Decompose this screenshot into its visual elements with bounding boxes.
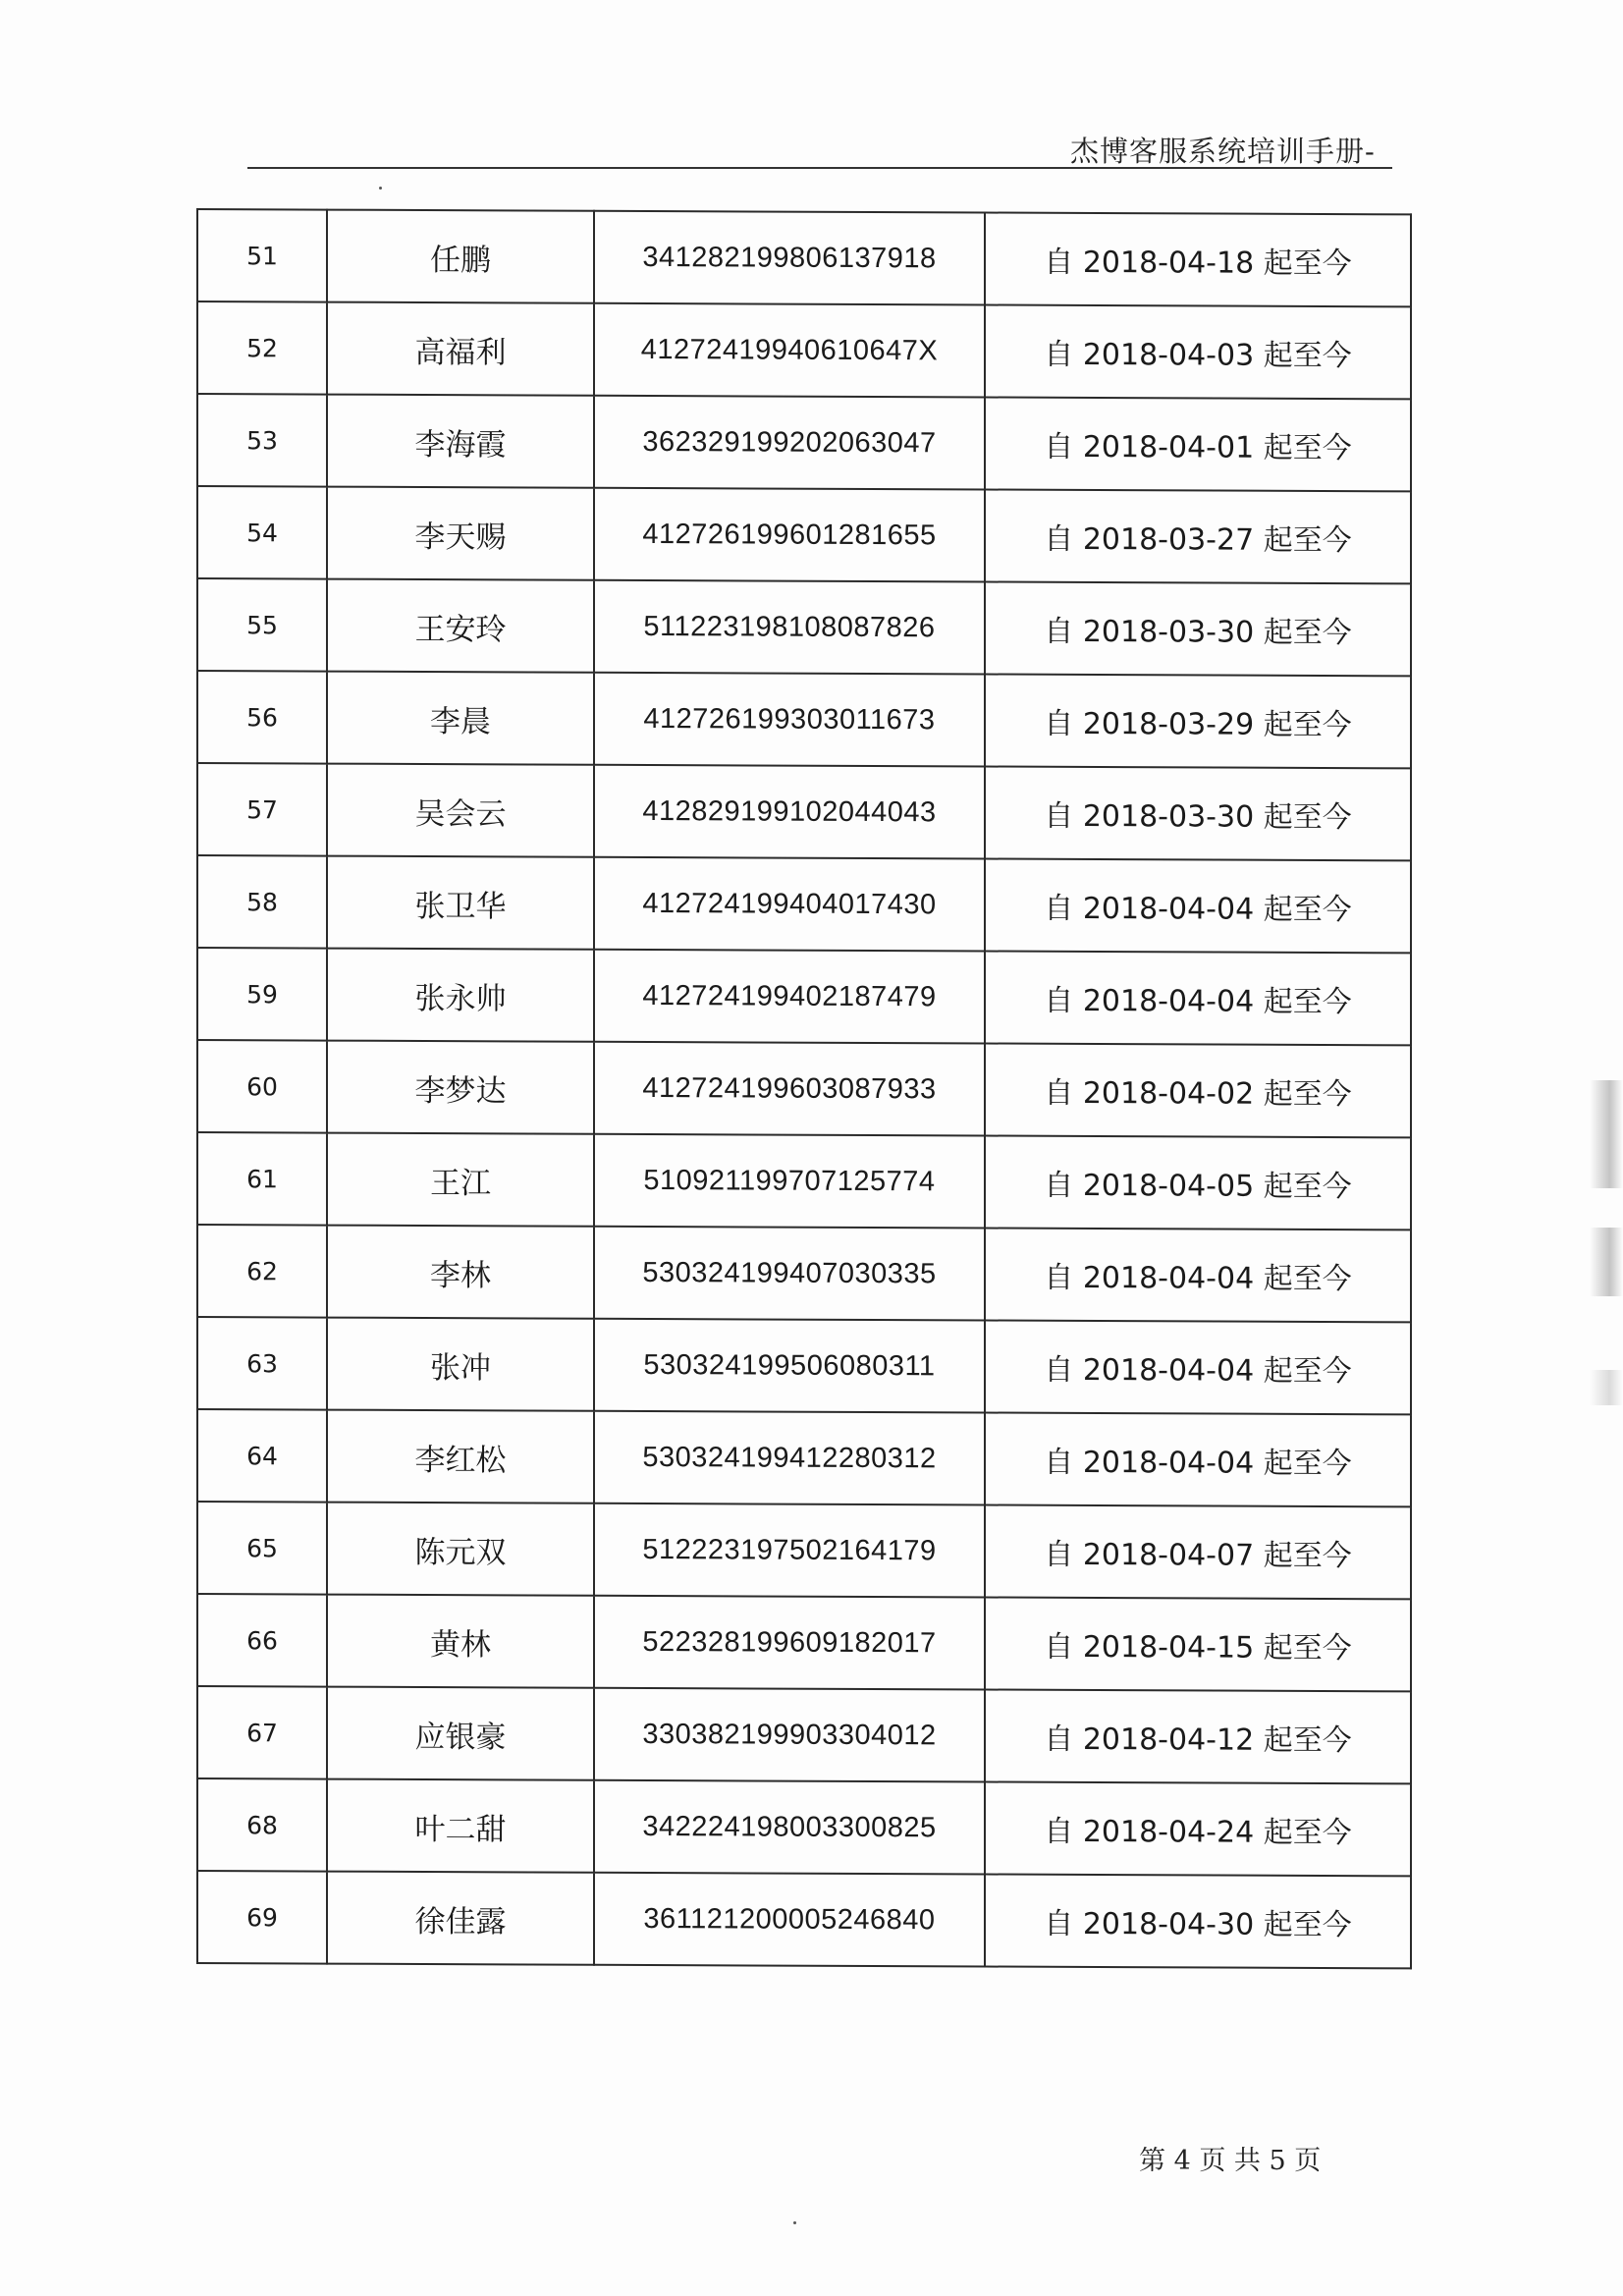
- employment-period-cell: 自 2018-04-18 起至今: [985, 213, 1411, 307]
- employment-period-cell: 自 2018-04-03 起至今: [985, 305, 1411, 400]
- name-cell: 张卫华: [327, 856, 594, 950]
- name-cell: 李天赐: [327, 487, 594, 580]
- employment-period-cell: 自 2018-04-04 起至今: [985, 1229, 1411, 1323]
- employment-period-cell: 自 2018-04-01 起至今: [985, 398, 1411, 492]
- scan-speck: [793, 2221, 796, 2224]
- scan-artifact: [1590, 1370, 1623, 1405]
- name-cell: 应银豪: [327, 1687, 594, 1780]
- row-number-cell: 59: [197, 948, 327, 1041]
- table-row: [197, 1871, 1411, 1968]
- id-number-cell: 511223198108087826: [594, 580, 985, 675]
- id-number-cell: 341282199806137918: [594, 211, 985, 305]
- name-cell: 李海霞: [327, 395, 594, 488]
- row-number-cell: 65: [197, 1502, 327, 1595]
- table-row: [197, 855, 1411, 953]
- employment-period-cell: 自 2018-04-04 起至今: [985, 1321, 1411, 1415]
- table-row: [197, 1686, 1411, 1783]
- name-cell: 任鹏: [327, 210, 594, 303]
- table-row: [197, 1040, 1411, 1137]
- row-number-cell: 55: [197, 578, 327, 672]
- id-number-cell: 412726199303011673: [594, 673, 985, 767]
- name-cell: 张永帅: [327, 949, 594, 1042]
- row-number-cell: 61: [197, 1132, 327, 1226]
- employment-period-cell: 自 2018-04-24 起至今: [985, 1782, 1411, 1877]
- employment-period-cell: 自 2018-04-12 起至今: [985, 1690, 1411, 1784]
- table-row: [197, 1778, 1411, 1876]
- table-row: [197, 1317, 1411, 1414]
- row-number-cell: 52: [197, 301, 327, 395]
- table-row: [197, 209, 1411, 306]
- id-number-cell: 522328199609182017: [594, 1596, 985, 1690]
- table-row: [197, 1502, 1411, 1599]
- row-number-cell: 66: [197, 1594, 327, 1687]
- employment-period-cell: 自 2018-04-30 起至今: [985, 1875, 1411, 1969]
- id-number-cell: 530324199412280312: [594, 1411, 985, 1505]
- row-number-cell: 69: [197, 1871, 327, 1964]
- employment-period-cell: 自 2018-04-05 起至今: [985, 1136, 1411, 1230]
- name-cell: 李梦达: [327, 1041, 594, 1134]
- id-number-cell: 412724199603087933: [594, 1042, 985, 1136]
- table-row: [197, 1409, 1411, 1506]
- row-number-cell: 64: [197, 1409, 327, 1503]
- id-number-cell: 412829199102044043: [594, 765, 985, 859]
- row-number-cell: 56: [197, 671, 327, 764]
- id-number-cell: 412726199601281655: [594, 488, 985, 582]
- name-cell: 黄林: [327, 1595, 594, 1688]
- employment-period-cell: 自 2018-04-04 起至今: [985, 952, 1411, 1046]
- table-row: [197, 948, 1411, 1045]
- row-number-cell: 54: [197, 486, 327, 579]
- row-number-cell: 51: [197, 209, 327, 302]
- scan-speck: [379, 187, 382, 190]
- table-row: [197, 578, 1411, 676]
- row-number-cell: 60: [197, 1040, 327, 1133]
- id-number-cell: 530324199407030335: [594, 1227, 985, 1321]
- employment-period-cell: 自 2018-04-07 起至今: [985, 1505, 1411, 1600]
- table-row: [197, 1594, 1411, 1691]
- name-cell: 王安玲: [327, 579, 594, 673]
- id-number-cell: 530324199506080311: [594, 1319, 985, 1413]
- name-cell: 张冲: [327, 1318, 594, 1411]
- name-cell: 陈元双: [327, 1503, 594, 1596]
- employment-period-cell: 自 2018-03-30 起至今: [985, 582, 1411, 677]
- page-number-footer: 第 4 页 共 5 页: [1139, 2146, 1322, 2176]
- table-row: [197, 1132, 1411, 1230]
- table-row: [197, 301, 1411, 399]
- table-row: [197, 486, 1411, 583]
- name-cell: 李晨: [327, 672, 594, 765]
- employment-period-cell: 自 2018-03-27 起至今: [985, 490, 1411, 584]
- employment-period-cell: 自 2018-04-15 起至今: [985, 1598, 1411, 1692]
- table-row: [197, 1225, 1411, 1322]
- id-number-cell: 362329199202063047: [594, 396, 985, 490]
- employment-period-cell: 自 2018-04-04 起至今: [985, 1413, 1411, 1507]
- id-number-cell: 361121200005246840: [594, 1873, 985, 1967]
- name-cell: 叶二甜: [327, 1779, 594, 1873]
- row-number-cell: 62: [197, 1225, 327, 1318]
- roster-table-body: [197, 209, 1411, 1968]
- id-number-cell: 342224198003300825: [594, 1780, 985, 1875]
- employment-period-cell: 自 2018-03-30 起至今: [985, 767, 1411, 861]
- employment-period-cell: 自 2018-04-04 起至今: [985, 859, 1411, 954]
- id-number-cell: 412724199402187479: [594, 950, 985, 1044]
- name-cell: 李红松: [327, 1410, 594, 1503]
- name-cell: 王江: [327, 1133, 594, 1227]
- employment-period-cell: 自 2018-03-29 起至今: [985, 675, 1411, 769]
- name-cell: 高福利: [327, 302, 594, 396]
- row-number-cell: 57: [197, 763, 327, 856]
- table-row: [197, 394, 1411, 491]
- row-number-cell: 53: [197, 394, 327, 487]
- name-cell: 徐佳露: [327, 1872, 594, 1965]
- header-divider: [247, 167, 1392, 169]
- id-number-cell: 412724199404017430: [594, 857, 985, 952]
- id-number-cell: 330382199903304012: [594, 1688, 985, 1782]
- roster-table: [196, 208, 1412, 1969]
- row-number-cell: 67: [197, 1686, 327, 1779]
- name-cell: 吴会云: [327, 764, 594, 857]
- row-number-cell: 58: [197, 855, 327, 949]
- row-number-cell: 68: [197, 1778, 327, 1872]
- id-number-cell: 510921199707125774: [594, 1134, 985, 1229]
- scan-artifact: [1590, 1228, 1623, 1296]
- roster-table-container: [196, 208, 1412, 1969]
- employment-period-cell: 自 2018-04-02 起至今: [985, 1044, 1411, 1138]
- id-number-cell: 41272419940610647X: [594, 303, 985, 398]
- table-row: [197, 763, 1411, 860]
- table-row: [197, 671, 1411, 768]
- name-cell: 李林: [327, 1226, 594, 1319]
- page-header-title: 杰博客服系统培训手册-: [1070, 135, 1376, 168]
- scan-artifact: [1590, 1080, 1623, 1188]
- id-number-cell: 512223197502164179: [594, 1503, 985, 1598]
- row-number-cell: 63: [197, 1317, 327, 1410]
